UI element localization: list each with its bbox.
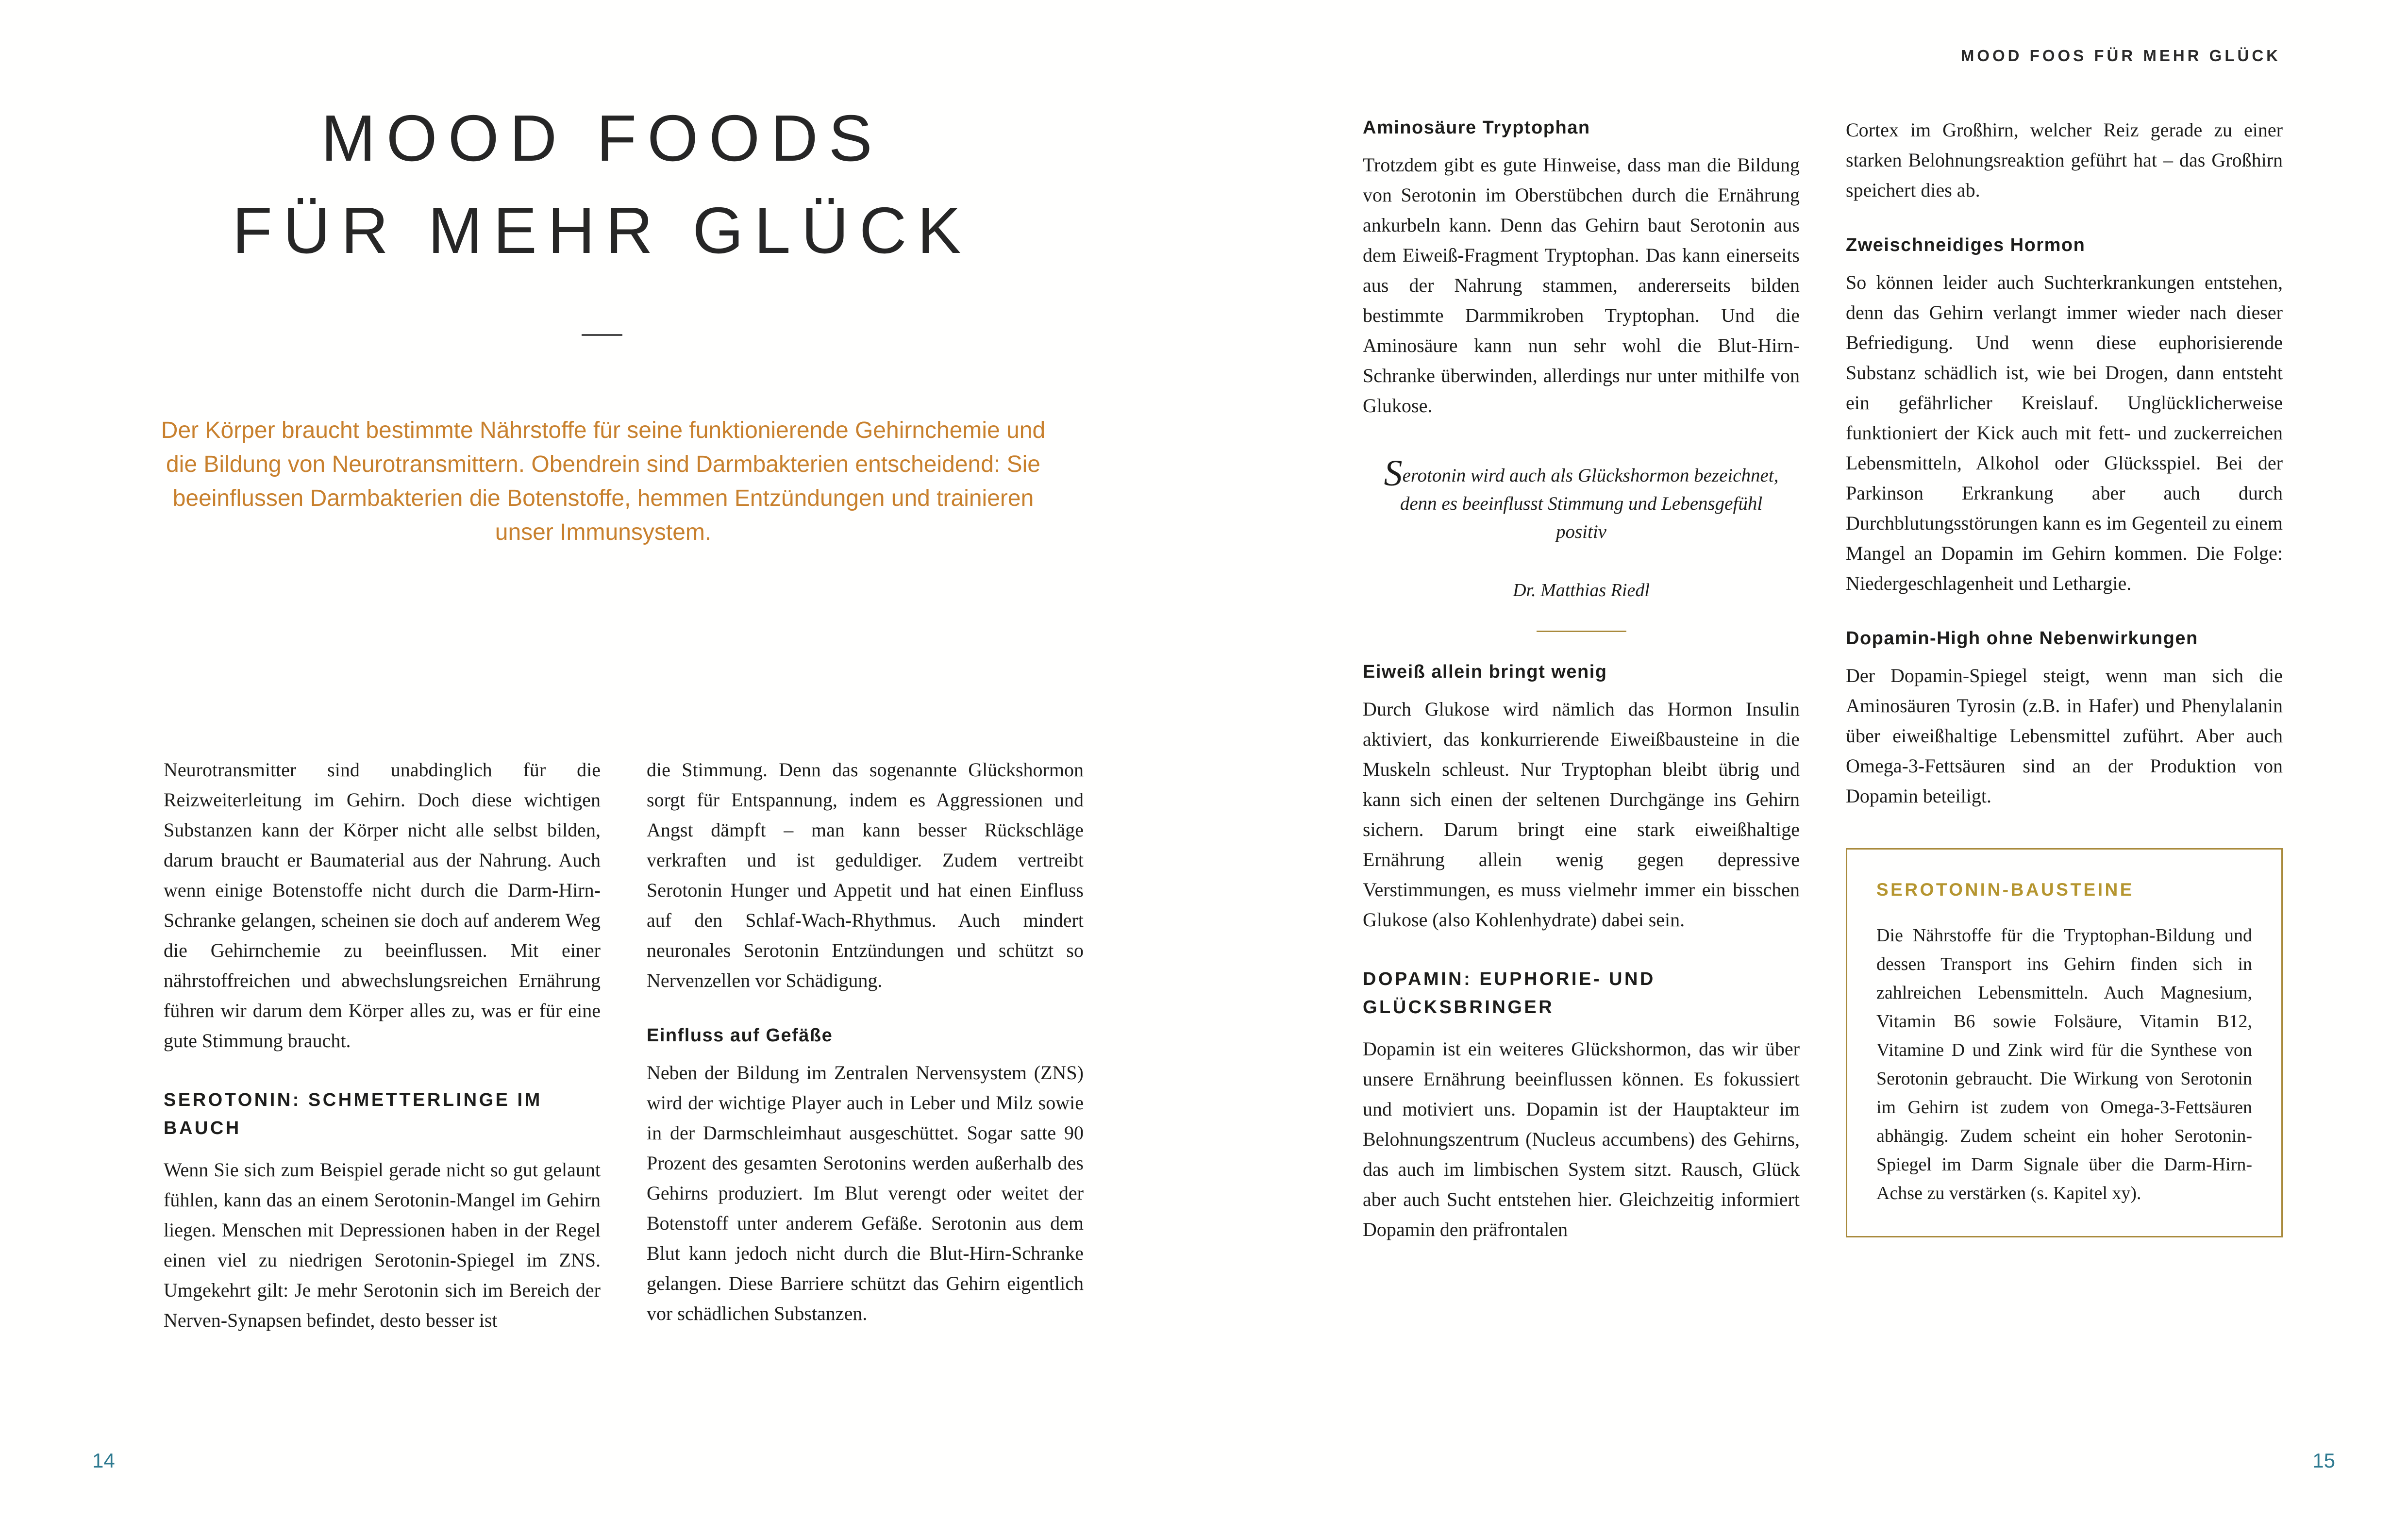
info-box-title: SEROTONIN-BAUSTEINE <box>1876 880 2134 900</box>
page-title <box>0 92 1204 336</box>
sub-heading: Eiweiß allein bringt wenig <box>1363 662 1607 682</box>
left-column-1 <box>164 755 601 1335</box>
quote-initial-letter: S <box>1384 453 1403 494</box>
serotonin-info-box <box>1846 848 2283 1237</box>
body-paragraph: Dopamin ist ein weiteres Glückshormon, das wir über unsere Ernährung beeinflussen können. Es fokussiert und motiviert uns. Dopamin ist der Hauptakteur im Belohnungszentrum (Nucleus accumbens) des Gehirns, das auch im limbischen System sitzt. Rausch, Glück aber auch Sucht entstehen hier. Gleichzeitig informiert Dopamin den präfrontalen <box>1363 1038 1800 1240</box>
body-paragraph: Neurotransmitter sind unabdinglich für die Reizweiterleitung im Gehirn. Doch diese wichtigen Substanzen kann der Körper nicht alle selbst bilden, darum braucht er Baumaterial aus der Nahrung. Auch wenn einige Botenstoffe nicht durch die Darm-Hirn-Schranke gelangen, scheinen sie doch auf anderem Weg die Gehirnchemie zu beeinflussen. Mit einer nährstoffreichen und abwechslungsreichen Ernährung führen wir darum dem Körper alles zu, was er für eine gute Stimmung braucht. <box>164 759 601 1052</box>
body-paragraph: Trotzdem gibt es gute Hinweise, dass man die Bildung von Serotonin im Oberstübchen durch die Ernährung ankurbeln kann. Denn das Gehirn baut Serotonin aus dem Eiweiß-Fragment Tryptophan. Das kann einerseits aus der Nahrung stammen, andererseits bilden bestimmte Darmmikroben Tryptophan. Und die Aminosäure kann nun sehr wohl die Blut-Hirn-Schranke überwinden, allerdings nur unter mithilfe von Glukose. <box>1363 154 1800 417</box>
page-number-left: 14 <box>92 1449 115 1472</box>
page-number-right: 15 <box>2312 1449 2335 1472</box>
info-box-text: Die Nährstoffe für die Tryptophan-Bildung und dessen Transport ins Gehirn finden sich in zahlreichen Lebensmitteln. Auch Magnesium, Vitamin B6 sowie Folsäure, Vitamin B12, Vitamine D und Zink wird für die Synthese von Serotonin gebraucht. Die Wirkung von Serotonin im Gehirn ist zudem von Omega-3-Fettsäuren abhängig. Zudem scheint ein hoher Serotonin-Spiegel im Darm Signale über die Darm-Hirn-Achse zu verstärken (s. Kapitel xy). <box>1876 925 2252 1203</box>
intro-paragraph: Der Körper braucht bestimmte Nährstoffe für seine funktionierende Gehirnchemie und die Bildung von Neurotransmittern. Obendrein sind Darmbakterien entscheidend: Sie beeinflussen Darmbakterien die Botenstoffe, hemmen Entzündungen und trainieren unser Immunsystem. <box>161 417 1046 545</box>
body-paragraph: die Stimmung. Denn das sogenannte Glückshormon sorgt für Entspannung, indem es Aggressionen und Angst dämpft – man kann besser Rückschläge verkraften und ist geduldiger. Zudem vertreibt Serotonin Hunger und Appetit und hat einen Einfluss auf den Schlaf-Wach-Rhythmus. Auch mindert neuronales Serotonin Entzündungen und schützt so Nervenzellen vor Schädigung. <box>647 759 1084 991</box>
sub-heading: Dopamin-High ohne Nebenwirkungen <box>1846 628 2198 649</box>
quote-attribution: Dr. Matthias Riedl <box>1513 580 1650 601</box>
sub-heading: Aminosäure Tryptophan <box>1363 117 1590 138</box>
gold-divider-rule <box>1537 631 1626 632</box>
left-column-2 <box>647 755 1084 1329</box>
page-title-line-2: FÜR MEHR GLÜCK <box>232 194 972 267</box>
sub-heading: Einfluss auf Gefäße <box>647 1025 833 1046</box>
body-paragraph: Der Dopamin-Spiegel steigt, wenn man sich die Aminosäuren Tyrosin (z.B. in Hafer) und Phenylalanin über eiweißhaltige Lebensmittel zuführt. Aber auch Omega-3-Fettsäuren sind an der Produktion von Dopamin beteiligt. <box>1846 665 2283 807</box>
title-divider-rule <box>582 334 622 336</box>
sub-heading: Zweischneidiges Hormon <box>1846 235 2086 255</box>
section-heading: DOPAMIN: EUPHORIE- UND GLÜCKSBRINGER <box>1363 969 1656 1018</box>
body-paragraph: Neben der Bildung im Zentralen Nervensystem (ZNS) wird der wichtige Player auch in Leber und Milz sowie in der Darmschleimhaut ausgeschüttet. Sogar satte 90 Prozent des gesamten Serotonins werden außerhalb des Gehirns produziert. Im Blut verengt oder weitet der Botenstoff unter anderem Gefäße. Serotonin aus dem Blut kann jedoch nicht durch die Blut-Hirn-Schranke gelangen. Diese Barriere schützt das Gehirn eigentlich vor schädlichen Substanzen. <box>647 1062 1084 1324</box>
body-paragraph: So können leider auch Suchterkrankungen entstehen, denn das Gehirn verlangt immer wieder nach dieser Befriedigung. Und wenn diese euphorisierende Substanz schädlich ist, wie bei Drogen, dann entsteht ein gefährlicher Kreislauf. Unglücklicherweise funktioniert der Kick auch mit fett- und zuckerreichen Lebensmitteln, Alkohol oder Glücksspiel. Bei der Parkinson Erkrankung aber auch durch Durchblutungsstörungen kann es im Gegenteil zu einem Mangel an Dopamin im Gehirn kommen. Die Folge: Niedergeschlagenheit und Lethargie. <box>1846 271 2283 594</box>
page-title-line-1: MOOD FOODS <box>321 101 883 175</box>
right-column-1 <box>1363 115 1800 1245</box>
section-heading: SEROTONIN: SCHMETTERLINGE IM BAUCH <box>164 1090 542 1138</box>
body-paragraph: Cortex im Großhirn, welcher Reiz gerade zu einer starken Belohnungsreaktion geführt hat – das Großhirn speichert dies ab. <box>1846 119 2283 201</box>
body-paragraph: Wenn Sie sich zum Beispiel gerade nicht so gut gelaunt fühlen, kann das an einem Serotonin-Mangel im Gehirn liegen. Menschen mit Depressionen haben in der Regel einen viel zu niedrigen Serotonin-Spiegel im ZNS. Umgekehrt gilt: Je mehr Serotonin sich im Bereich der Nerven-Synapsen befindet, desto besser ist <box>164 1159 601 1331</box>
pull-quote: Serotonin wird auch als Glückshormon bezeichnet, denn es beeinflusst Stimmung und Lebensgefühl positiv <box>1384 453 1779 542</box>
running-header: MOOD FOOS FÜR MEHR GLÜCK <box>1960 47 2281 65</box>
right-column-2 <box>1846 115 2283 1237</box>
body-paragraph: Durch Glukose wird nämlich das Hormon Insulin aktiviert, das konkurrierende Eiweißbausteine in die Muskeln schleust. Nur Tryptophan bleibt übrig und kann sich einen der seltenen Durchgänge ins Gehirn sichern. Darum bringt eine stark eiweißhaltige Ernährung allein wenig gegen depressive Verstimmungen, es muss vielmehr immer ein bisschen Glukose (also Kohlenhydrate) dabei sein. <box>1363 698 1800 931</box>
